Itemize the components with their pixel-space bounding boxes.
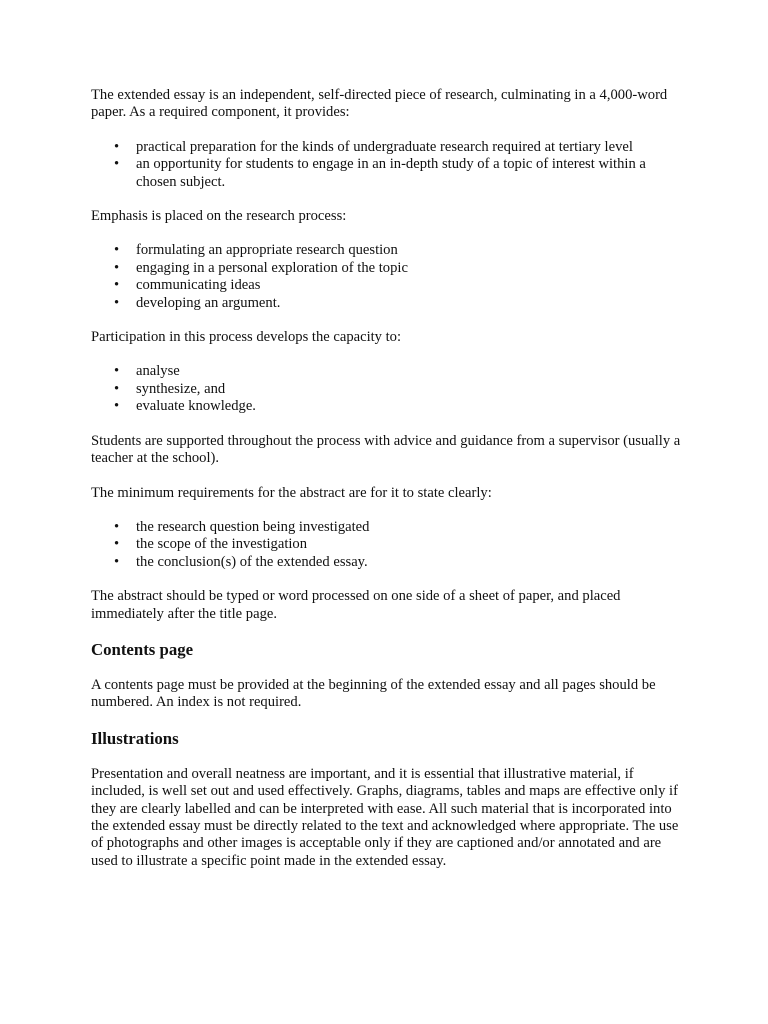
list-item: • practical preparation for the kinds of undergraduate research required at tertiary level: [136, 139, 683, 156]
list-item: • the conclusion(s) of the extended essay.: [136, 554, 683, 571]
list-item: • formulating an appropriate research question: [136, 242, 683, 259]
list-item: • analyse: [136, 363, 683, 380]
list-item: • developing an argument.: [136, 295, 683, 312]
illustrations-heading: Illustrations: [91, 728, 179, 748]
intro-paragraph: The extended essay is an independent, self-directed piece of research, culminating in a 4,000-word paper. As a required component, it provides:: [91, 87, 668, 121]
intro-list: [91, 139, 683, 191]
document-page: [91, 87, 683, 870]
abstract-closing-paragraph: The abstract should be typed or word processed on one side of a sheet of paper, and placed immediately after the title page.: [91, 588, 621, 622]
contents-page-paragraph: A contents page must be provided at the beginning of the extended essay and all pages should be numbered. An index is not required.: [91, 676, 656, 711]
list-item: • the scope of the investigation: [136, 536, 683, 553]
support-paragraph: Students are supported throughout the process with advice and guidance from a supervisor (usually a teacher at the school).: [91, 432, 681, 467]
abstract-paragraph: The minimum requirements for the abstract are for it to state clearly:: [91, 484, 492, 501]
participation-paragraph: Participation in this process develops the capacity to:: [91, 329, 402, 346]
list-item: • the research question being investigated: [136, 519, 683, 536]
illustrations-paragraph: Presentation and overall neatness are important, and it is essential that illustrative material, if included, is well set out and used effectively. Graphs, diagrams, tables and maps are effective only if they are clearly labelled and can be interpreted with ease. All such material that is incorporated into the extended essay must be directly related to the text and acknowledged where appropriate. The use of photographs and other images is acceptable only if they are captioned and/or annotated and are used to illustrate a specific point made in the extended essay.: [91, 765, 679, 869]
abstract-list: [91, 519, 683, 571]
emphasis-list: [91, 242, 683, 312]
contents-page-heading: Contents page: [91, 639, 194, 659]
list-item: • communicating ideas: [136, 277, 683, 294]
list-item: • evaluate knowledge.: [136, 398, 683, 415]
participation-list: [91, 363, 683, 415]
list-item: • engaging in a personal exploration of the topic: [136, 260, 683, 277]
list-item: • an opportunity for students to engage in an in-depth study of a topic of interest within a chosen subject.: [136, 156, 683, 191]
emphasis-paragraph: Emphasis is placed on the research process:: [91, 208, 347, 225]
list-item: • synthesize, and: [136, 381, 683, 398]
